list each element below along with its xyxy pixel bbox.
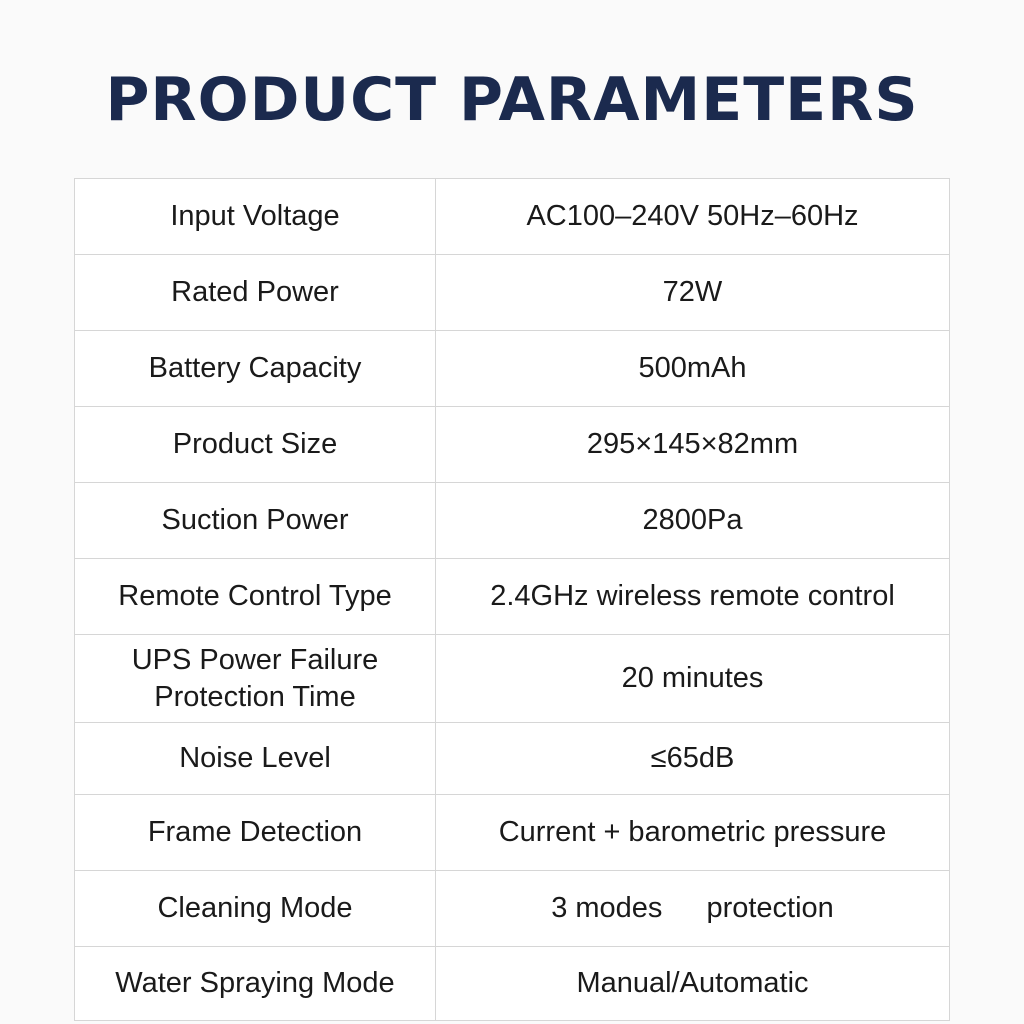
param-value [436,871,950,947]
param-value: Current + barometric pressure [436,795,950,871]
param-value-part: 3 modes [551,892,663,924]
table-row [75,723,950,795]
param-value: 2.4GHz wireless remote control [436,559,950,635]
param-label: Water Spraying Mode [75,947,436,1021]
table-row [75,795,950,871]
param-value: ≤65dB [436,723,950,795]
param-label: Remote Control Type [75,559,436,635]
table-row [75,483,950,559]
param-label: Frame Detection [75,795,436,871]
param-value-part: protection [706,892,834,924]
param-label [75,635,436,723]
param-label-line: UPS Power Failure [131,643,379,676]
param-value: 20 minutes [436,635,950,723]
table-row [75,407,950,483]
table-row [75,947,950,1021]
param-value: 295×145×82mm [436,407,950,483]
table-row [75,559,950,635]
table-row [75,179,950,255]
param-value: 72W [436,255,950,331]
page-title: PRODUCT PARAMETERS [105,65,919,135]
param-value: 2800Pa [436,483,950,559]
param-label: Input Voltage [75,179,436,255]
param-value: 500mAh [436,331,950,407]
param-label: Noise Level [75,723,436,795]
table-row [75,635,950,723]
table-row [75,871,950,947]
param-label-line: Protection Time [154,680,356,713]
table-row [75,255,950,331]
param-label: Battery Capacity [75,331,436,407]
param-label: Product Size [75,407,436,483]
table-row [75,331,950,407]
param-label: Rated Power [75,255,436,331]
parameters-table [74,178,950,1021]
param-label: Suction Power [75,483,436,559]
param-value: AC100–240V 50Hz–60Hz [436,179,950,255]
param-label: Cleaning Mode [75,871,436,947]
param-value: Manual/Automatic [436,947,950,1021]
